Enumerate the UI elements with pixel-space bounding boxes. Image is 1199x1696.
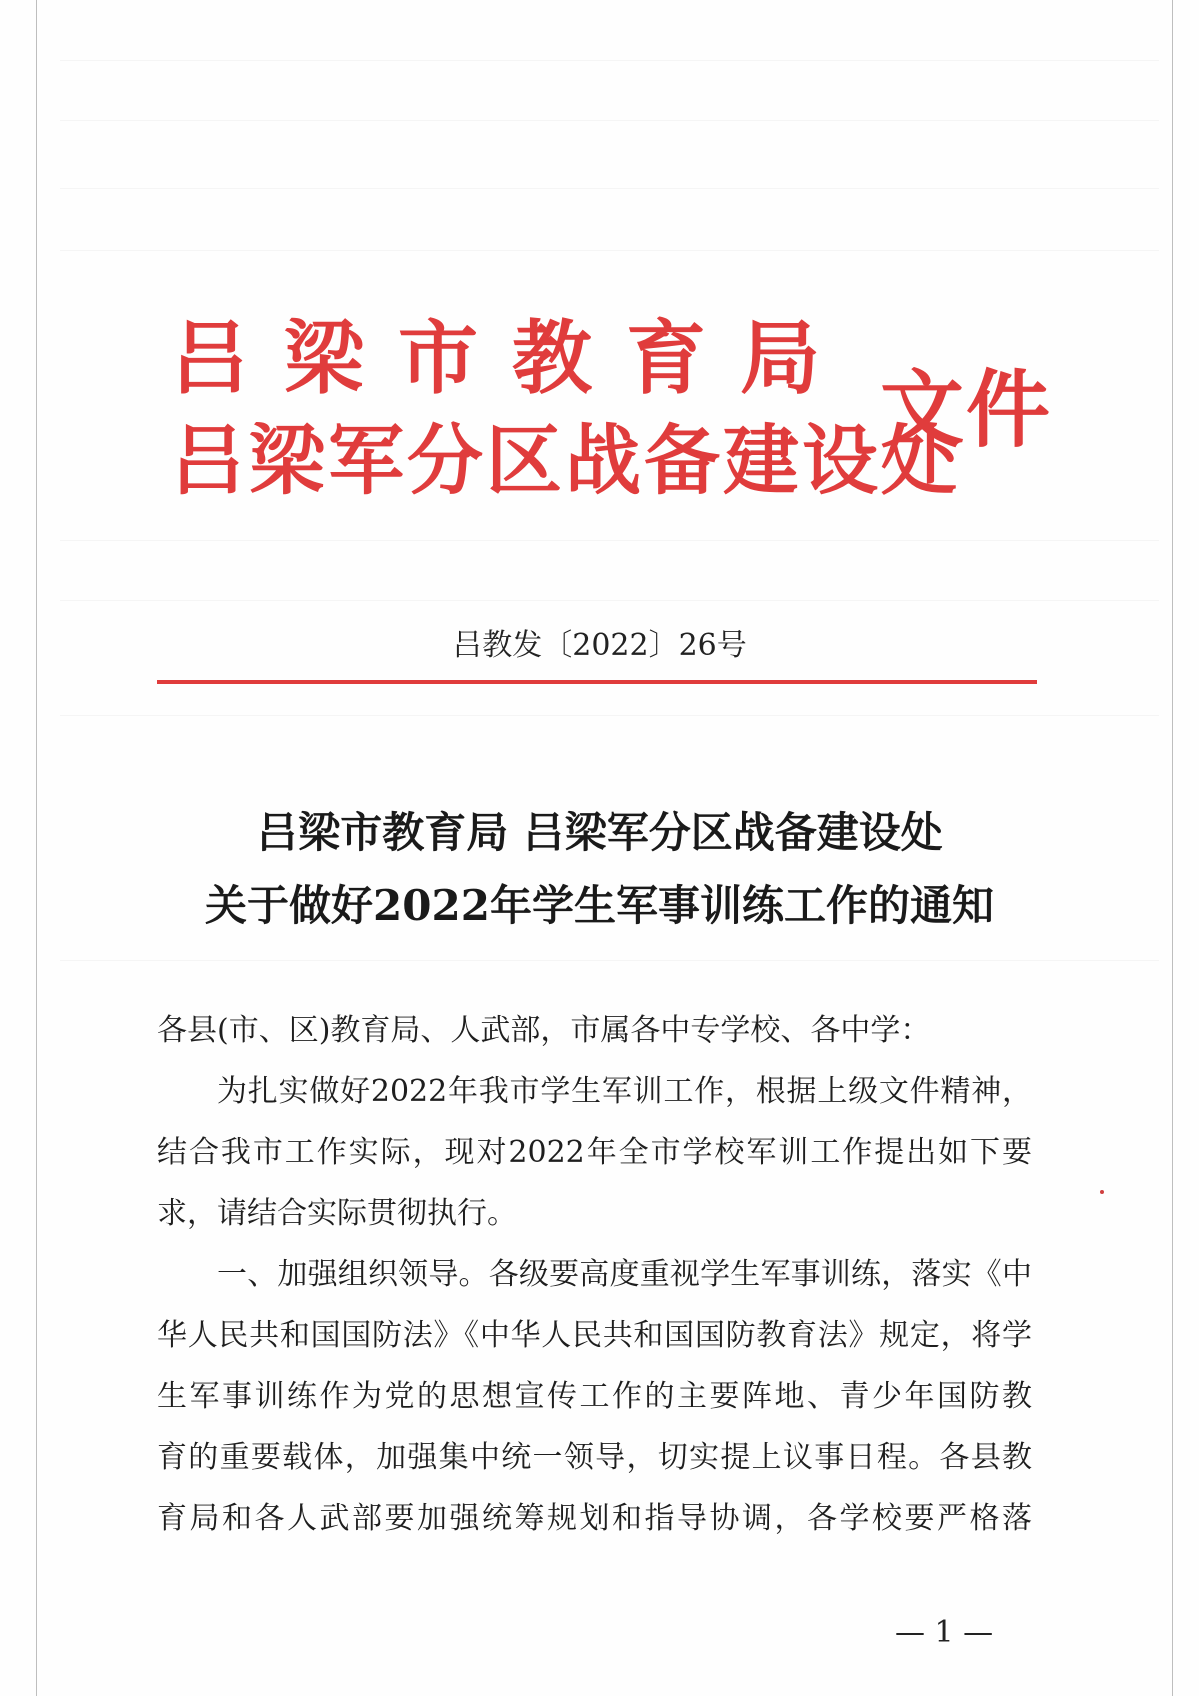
- body-line: 求，请结合实际贯彻执行。: [157, 1196, 517, 1231]
- body-line: 为扎实做好2022年我市学生军训工作，根据上级文件精神，: [217, 1074, 1032, 1109]
- body-line: 育局和各人武部要加强统筹规划和指导协调，各学校要严格落: [157, 1501, 1032, 1536]
- scan-speck: [1100, 1190, 1104, 1194]
- body-line: 生军事训练作为党的思想宣传工作的主要阵地、青少年国防教: [157, 1379, 1032, 1414]
- body-line: 结合我市工作实际，现对2022年全市学校军训工作提出如下要: [157, 1135, 1032, 1170]
- red-divider: [157, 680, 1037, 684]
- body-line: 育的重要载体，加强集中统一领导，切实提上议事日程。各县教: [157, 1440, 1032, 1475]
- document-number: 吕教发〔2022〕26号: [452, 628, 747, 663]
- body-line: 一、加强组织领导。各级要高度重视学生军事训练，落实《中: [217, 1257, 1032, 1292]
- page-number: — 1 —: [895, 1615, 994, 1650]
- issuer-line-1: 吕梁市教育局: [170, 311, 854, 405]
- recipients-line: 各县(市、区)教育局、人武部，市属各中专学校、各中学：: [157, 1013, 931, 1048]
- document-body: [157, 1000, 1032, 1549]
- body-line: 华人民共和国国防法》《中华人民共和国国防教育法》规定，将学: [157, 1318, 1032, 1353]
- issuer-line-2: 吕梁军分区战备建设处: [170, 416, 960, 505]
- notice-title-line-2: 关于做好2022年学生军事训练工作的通知: [205, 881, 994, 930]
- file-label: 文件: [880, 360, 1053, 459]
- notice-title-line-1: 吕梁市教育局 吕梁军分区战备建设处: [256, 808, 943, 857]
